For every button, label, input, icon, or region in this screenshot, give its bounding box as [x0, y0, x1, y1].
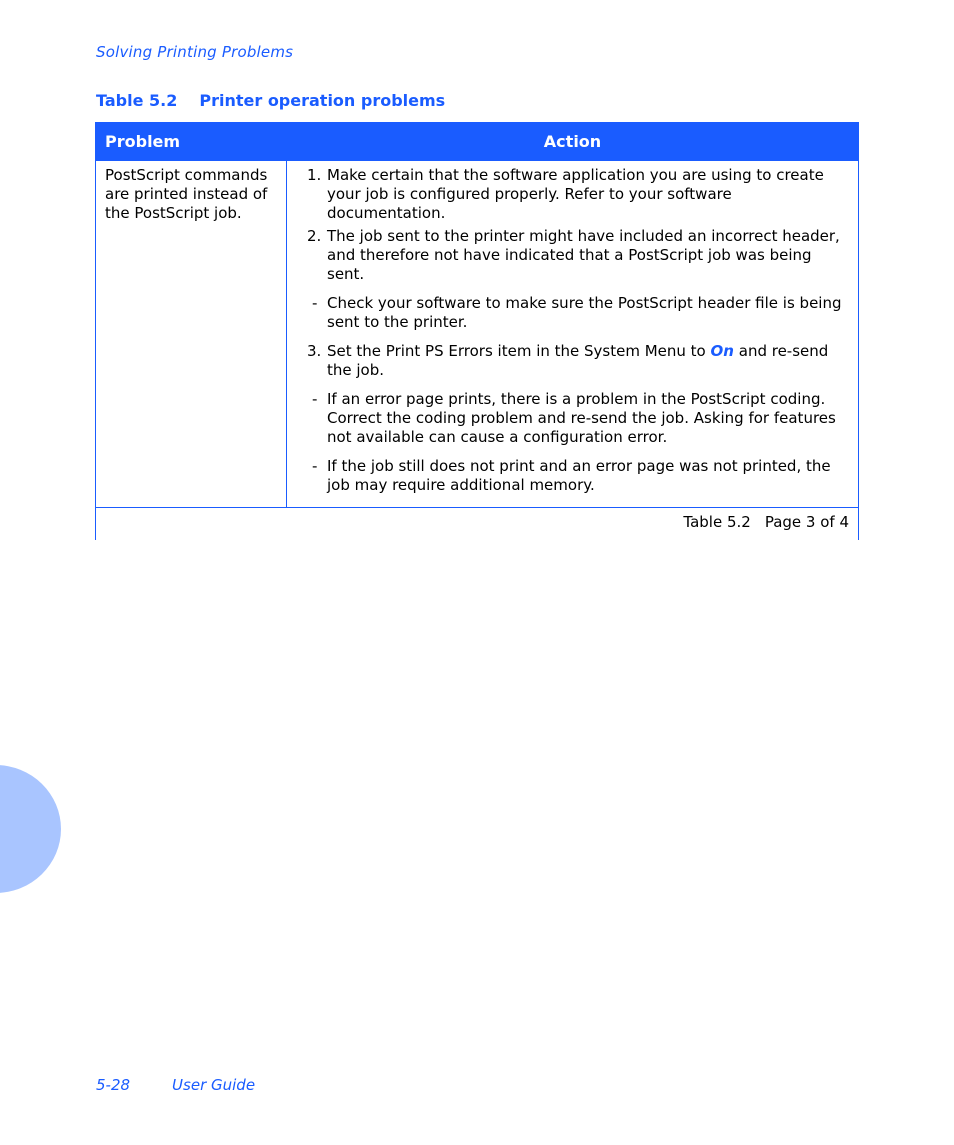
- table-footer-row: [96, 508, 859, 541]
- action-substep: [296, 390, 849, 447]
- action-cell: [287, 161, 859, 508]
- table-number: Table 5.2: [96, 91, 178, 110]
- step-text: If an error page prints, there is a problem in the PostScript coding. Correct the coding problem and re-send the job. Asking for features not available can cause a configuration error.: [327, 390, 836, 446]
- action-step: [296, 227, 849, 284]
- step-text: Make certain that the software application you are using to create your job is configured properly. Refer to your software documentation.: [327, 166, 824, 222]
- chapter-tab-shape: [0, 765, 61, 893]
- step-marker: -: [312, 390, 318, 408]
- step-text: The job sent to the printer might have included an incorrect header, and therefore not have indicated that a PostScript job was being sent.: [327, 227, 840, 283]
- page-number: 5-28: [96, 1076, 131, 1094]
- table-footer-cell: [96, 508, 859, 541]
- step-text: If the job still does not print and an error page was not printed, the job may require additional memory.: [327, 457, 831, 494]
- table-title: Printer operation problems: [199, 91, 446, 110]
- step-marker: 1.: [307, 166, 322, 184]
- running-header: Solving Printing Problems: [96, 43, 294, 61]
- guide-title: User Guide: [172, 1076, 256, 1094]
- action-steps: [296, 166, 849, 495]
- column-header-action: Action: [287, 123, 859, 161]
- column-header-problem: Problem: [96, 123, 287, 161]
- table-footer-label: Table 5.2: [683, 513, 751, 531]
- step-text: Check your software to make sure the PostScript header file is being sent to the printer.: [327, 294, 842, 331]
- step-text-after: and re-send the job.: [327, 342, 829, 379]
- step-marker: 3.: [307, 342, 322, 360]
- step-marker: 2.: [307, 227, 322, 245]
- action-substep: [296, 457, 849, 495]
- action-step: [296, 166, 849, 223]
- page-footer: [96, 1076, 255, 1094]
- table-row: [96, 161, 859, 508]
- action-step: [296, 342, 849, 380]
- table-header-row: [96, 123, 859, 161]
- problems-table: [95, 122, 859, 540]
- step-marker: -: [312, 457, 318, 475]
- table-page-indicator: Page 3 of 4: [764, 513, 849, 531]
- step-emphasis: On: [710, 342, 734, 360]
- step-text-before: Set the Print PS Errors item in the System Menu to: [327, 342, 706, 360]
- table-caption: [96, 91, 445, 110]
- problem-cell: PostScript commands are printed instead of the PostScript job.: [96, 161, 287, 508]
- action-substep: [296, 294, 849, 332]
- step-marker: -: [312, 294, 318, 312]
